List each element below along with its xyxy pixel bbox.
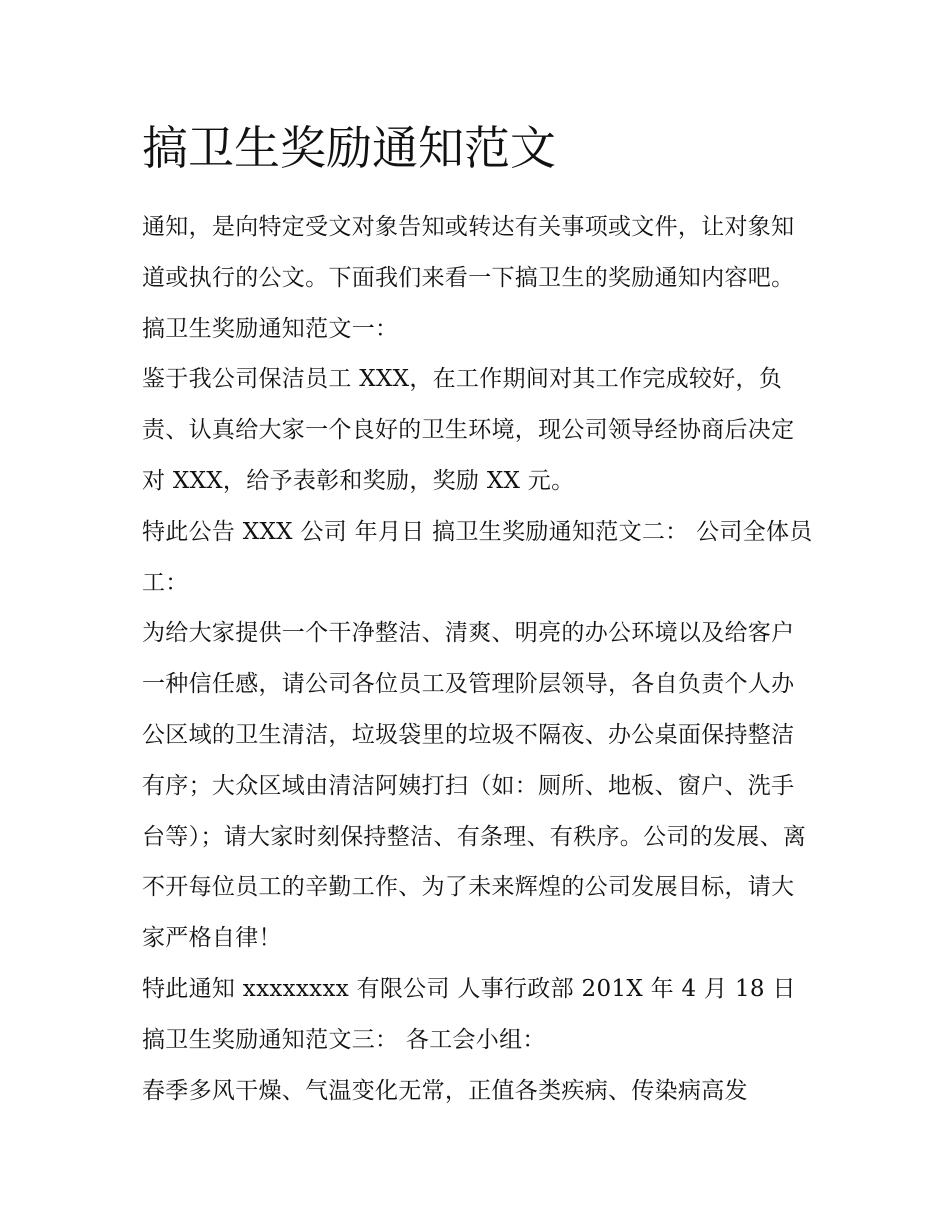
paragraph-sample-three: 春季多风干燥、气温变化无常，正值各类疾病、传染病高发: [142, 1077, 748, 1104]
paragraph-sample-two: 为给大家提供一个干净整洁、清爽、明亮的办公环境以及给客户一种信任感，请公司各位员工及管理阶层领导，各自负责个人办公区域的卫生清洁，垃圾袋里的垃圾不隔夜、办公桌面保持整洁有序；大众区域由清洁阿姨打扫（如：厕所、地板、窗户、洗手台等）；请大家时刻保持整洁、有条理、有秩序。公司的发展、离不开每位员工的辛勤工作、为了未来辉煌的公司发展目标，请大家严格自律！: [142, 620, 807, 952]
document-body: [142, 118, 814, 1116]
paragraph-intro: 通知，是向特定受文对象告知或转达有关事项或文件，让对象知道或执行的公文。下面我们来看一下搞卫生的奖励通知内容吧。 搞卫生奖励通知范文一：: [142, 214, 795, 342]
document-title: 搞卫生奖励通知范文: [142, 121, 556, 175]
paragraph-notice-header-two: 特此公告 XXX 公司 年月日 搞卫生奖励通知范文二： 公司全体员工：: [142, 518, 813, 596]
paragraph-sample-one: 鉴于我公司保洁员工 XXX，在工作期间对其工作完成较好，负责、认真给大家一个良好的卫生环境，现公司领导经协商后决定对 XXX，给予表彰和奖励，奖励 XX 元。: [142, 366, 795, 494]
paragraph-notice-header-three: 特此通知 xxxxxxxx 有限公司 人事行政部 201X 年 4 月 18 日 搞卫生奖励通知范文三： 各工会小组：: [142, 975, 796, 1053]
